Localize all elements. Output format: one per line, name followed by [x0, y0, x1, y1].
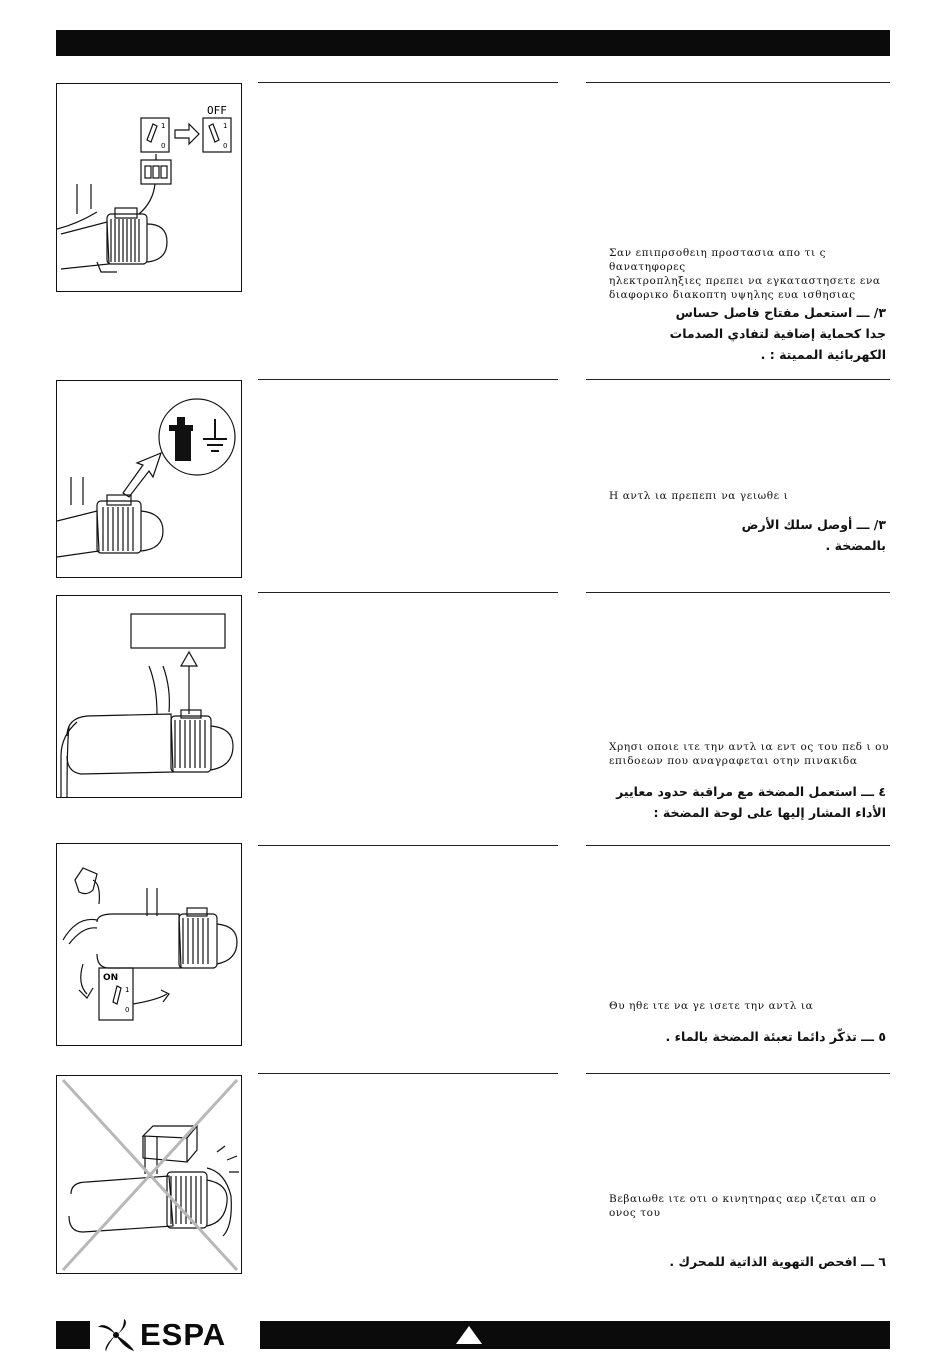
footer-block-left: [56, 1321, 90, 1349]
svg-text:0: 0: [223, 142, 228, 150]
rule-mid: [258, 845, 558, 846]
espa-swirl-logo-icon: [96, 1319, 136, 1351]
off-label: OFF: [207, 104, 227, 117]
svg-text:1: 1: [125, 986, 130, 994]
svg-text:0: 0: [125, 1006, 130, 1014]
rule-mid: [258, 592, 558, 593]
pump-ground-illustration: [57, 381, 241, 577]
figure-fill-pump: [56, 843, 242, 1046]
rule-right: [586, 592, 890, 593]
rule-right: [586, 845, 890, 846]
arabic-text: ٥ ـــ تذكّر دائما تعبئة المضخة بالماء .: [665, 1029, 886, 1044]
pump-plate-illustration: [57, 596, 241, 797]
greek-text: Χρησι οποιε ιτε την αντλ ια εντ ος του πεδ ι ου επιδοεων που αναγραφεται οτην πινακιδα: [609, 741, 890, 767]
arabic-text: ٤ ـــ استعمل المضخة مع مراقبة حدود معايير الأداء المشار إليها على لوحة المضخة :: [616, 784, 886, 820]
arabic-text: ٦ ـــ افحص التهوية الذاتية للمحرك .: [669, 1254, 886, 1269]
pump-covered-crossed-illustration: [57, 1076, 241, 1273]
figure-motor-ventilation: [56, 1075, 242, 1274]
figure-ground-connection: [56, 380, 242, 578]
rule-right: [586, 82, 890, 83]
pump-switch-off-illustration: [57, 84, 241, 291]
svg-text:0: 0: [161, 142, 166, 150]
rule-mid: [258, 1073, 558, 1074]
rule-mid: [258, 82, 558, 83]
pump-priming-illustration: [57, 844, 241, 1045]
rule-right: [586, 1073, 890, 1074]
svg-text:1: 1: [161, 122, 166, 130]
rule-mid: [258, 379, 558, 380]
footer-block-right: [260, 1321, 890, 1349]
greek-text: Θυ ηθε ιτε να γε ισετε την αντλ ια: [609, 1000, 814, 1012]
greek-text: Βεβαιωθε ιτε οτι ο κινητηρας αερ ιζεται απ ο ονος του: [609, 1193, 877, 1219]
footer: [56, 1317, 890, 1352]
figure-rating-plate: [56, 595, 242, 798]
arabic-text: ٣/ ـــ استعمل مفتاح فاصل حساس جدا كحماية إضافية لتفادي الصدمات الكهربائية المميتة : .: [669, 305, 886, 362]
on-label: ON: [103, 973, 119, 983]
greek-text: Σαν επιπρσοθειη προστασια απο τι ς θανατηφορες ηλεκτροπληξιες πρεπει να εγκαταστησετε ενα διαφορικο διακοπτη υψηλης ευα ισθησιας: [609, 247, 881, 301]
greek-text: Η αντλ ια πρεπεπι να γειωθε ι: [609, 490, 789, 502]
warning-triangle-icon: [454, 1324, 484, 1346]
brand-logo-text: ESPA: [140, 1317, 227, 1352]
figure-differential-switch: [56, 83, 242, 292]
arabic-text: ٣/ ـــ أوصل سلك الأرض بالمضخة .: [741, 517, 886, 553]
rating-plate-box: [131, 614, 225, 648]
rule-right: [586, 379, 890, 380]
header-bar: [56, 30, 890, 56]
svg-text:1: 1: [223, 122, 228, 130]
